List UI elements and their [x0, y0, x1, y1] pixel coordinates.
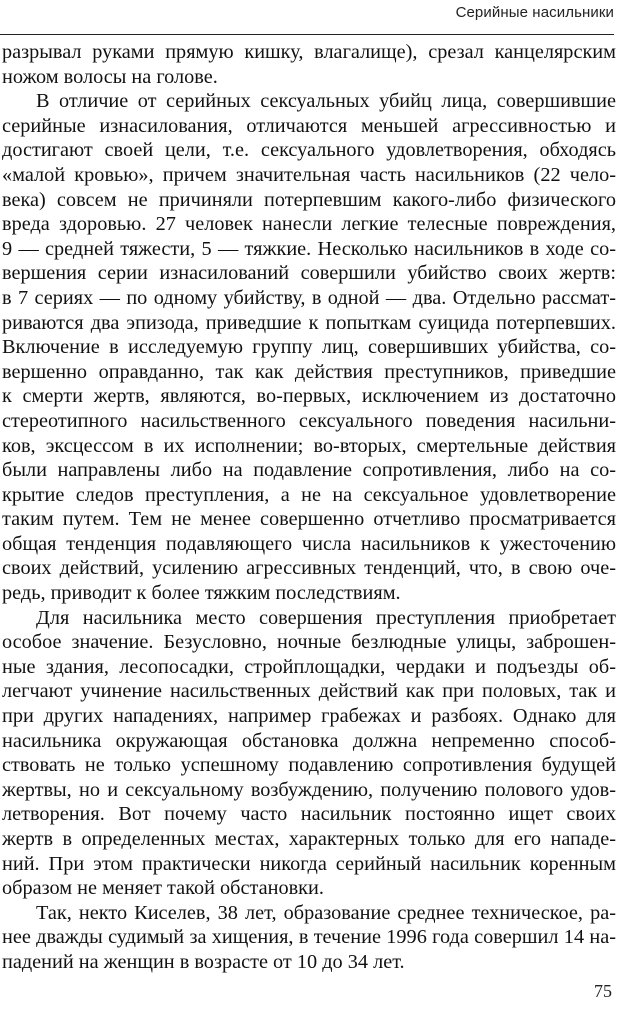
text-line: при других нападениях, например грабежах и разбоях. Однако для: [2, 705, 616, 728]
text-line: риваются два эпизода, приведшие к попыткам суицида потерпевших.: [2, 311, 616, 334]
text-line: вреда здоровью. 27 человек нанесли легкие телесные повреждения,: [2, 213, 616, 236]
text-line: Включение в исследуемую группу лиц, совершивших убийства, со-: [2, 336, 616, 359]
header-rule: [0, 34, 614, 35]
text-line: к смерти жертв, являются, во-первых, исключением из достаточно: [2, 385, 616, 408]
text-line: стереотипного насильственного сексуального поведения насильни-: [2, 409, 616, 432]
running-head: Серийные насильники: [455, 4, 614, 21]
text-line: таким путем. Тем не менее совершенно отчетливо просматривается: [2, 508, 616, 531]
text-line: вершения серии изнасилований совершили убийство своих жертв:: [2, 262, 616, 285]
page-body: [2, 40, 616, 975]
text-line: В отличие от серийных сексуальных убийц лица, совершившие: [36, 90, 616, 113]
text-line: общая тенденция подавляющего числа насильников к ужесточению: [2, 532, 616, 555]
text-line: ков, эксцессом в их исполнении; во-вторых, смертельные действия: [2, 434, 616, 457]
text-line: ствовать не только успешному подавлению сопротивления будущей: [2, 754, 616, 777]
text-line: 9 — средней тяжести, 5 — тяжкие. Несколько насильников в ходе со-: [2, 237, 616, 260]
text-line: особое значение. Безусловно, ночные безлюдные улицы, заброшен-: [2, 631, 616, 654]
text-line: были направлены либо на подавление сопротивления, либо на со-: [2, 459, 616, 482]
text-line: ний. При этом практически никогда серийный насильник коренным: [2, 852, 616, 875]
text-line: жертвы, но и сексуальному возбуждению, получению полового удов-: [2, 778, 616, 801]
text-line: Так, некто Киселев, 38 лет, образование среднее техническое, ра-: [36, 901, 616, 924]
text-line: века) совсем не причиняли потерпевшим какого-либо физического: [2, 188, 616, 211]
text-line: нее дважды судимый за хищения, в течение 1996 года совершил 14 на-: [2, 926, 616, 949]
text-line: летворения. Вот почему часто насильник постоянно ищет своих: [2, 803, 616, 826]
text-line: крытие следов преступления, а не на сексуальное удовлетворение: [2, 483, 616, 506]
text-line: легчают учинение насильственных действий как при половых, так и: [2, 680, 616, 703]
text-line: ные здания, лесопосадки, стройплощадки, чердаки и подъезды об-: [2, 655, 616, 678]
text-line: достигают своей цели, т.е. сексуального удовлетворения, обходясь: [2, 139, 616, 162]
text-line: серийные изнасилования, отличаются меньшей агрессивностью и: [2, 114, 616, 137]
text-line: в 7 сериях — по одному убийству, в одной — два. Отдельно рассмат-: [2, 286, 616, 309]
text-line: падений на женщин в возрасте от 10 до 34 лет.: [2, 950, 405, 973]
text-line: жертв в определенных местах, характерных только для его нападе-: [2, 828, 616, 850]
text-line: ножом волосы на голове.: [2, 65, 218, 88]
text-line: редь, приводит к более тяжким последствиям.: [2, 582, 401, 605]
text-line: «малой кровью», причем значительная часть насильников (22 чело-: [2, 163, 616, 186]
text-line: образом не меняет такой обстановки.: [2, 877, 324, 900]
text-line: вершенно оправданно, так как действия преступников, приведшие: [2, 360, 616, 383]
text-line: своих действий, усилению агрессивных тенденций, что, в свою оче-: [2, 557, 616, 580]
text-line: Для насильника место совершения преступления приобретает: [36, 606, 616, 629]
text-line: разрывал руками прямую кишку, влагалище), срезал канцелярским: [2, 41, 616, 63]
text-line: насильника окружающая обстановка должна непременно способ-: [2, 729, 616, 752]
page-number: 75: [594, 981, 612, 1001]
